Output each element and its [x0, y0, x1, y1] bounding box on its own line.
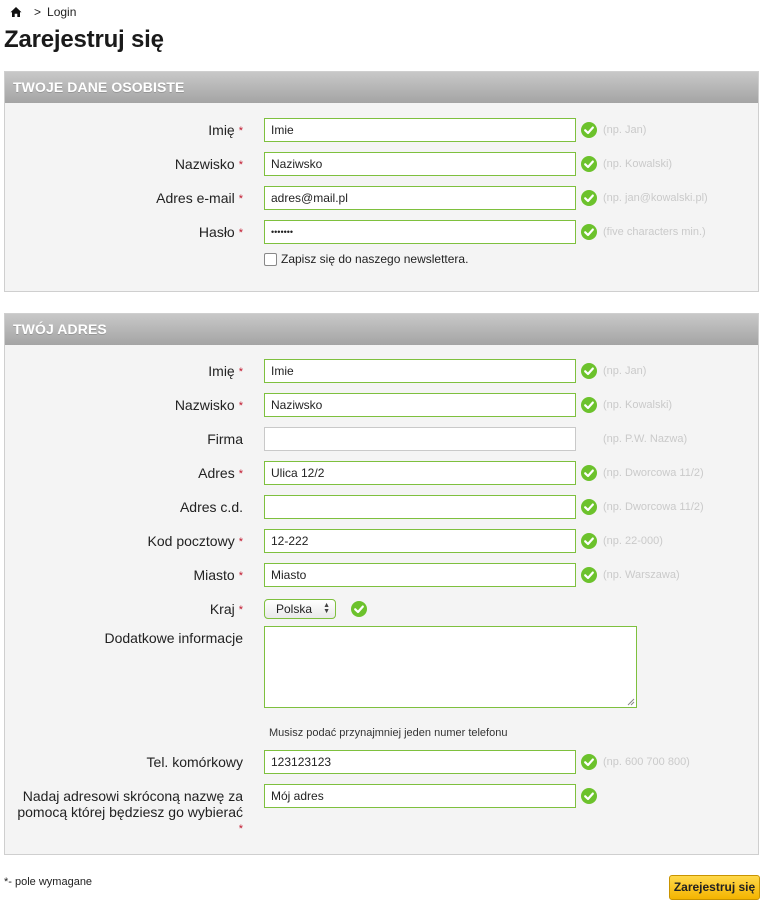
- postcode-label: Kod pocztowy *: [147, 533, 243, 549]
- register-button[interactable]: Zarejestruj się: [669, 875, 760, 900]
- address1-input[interactable]: [264, 461, 576, 485]
- field-address1: [5, 461, 758, 485]
- personal-data-header: TWOJE DANE OSOBISTE: [5, 72, 758, 103]
- first-name-hint: (np. Jan): [603, 124, 647, 136]
- first-name-label: Imię *: [208, 122, 243, 138]
- last-name-hint: (np. Kowalski): [603, 158, 673, 170]
- country-selected-value: Polska: [276, 602, 313, 616]
- field-last-name: [5, 152, 758, 176]
- newsletter-option[interactable]: [264, 252, 468, 266]
- field-city: [5, 563, 758, 587]
- company-hint: (np. P.W. Nazwa): [603, 433, 688, 445]
- required-marker: *: [238, 468, 243, 480]
- address-section: [4, 313, 759, 855]
- email-hint: (np. jan@kowalski.pl): [603, 192, 708, 204]
- required-marker: *: [238, 604, 243, 616]
- country-select[interactable]: [264, 599, 336, 619]
- newsletter-label: Zapisz się do naszego newslettera.: [281, 252, 469, 266]
- address2-label: Adres c.d.: [179, 499, 243, 515]
- password-hint: (five characters min.): [603, 226, 706, 238]
- check-circle-icon: [581, 499, 597, 515]
- company-label: Firma: [207, 431, 243, 447]
- required-marker: *: [238, 193, 243, 205]
- field-alias: [5, 784, 758, 808]
- required-marker: *: [238, 400, 243, 412]
- resize-grip-icon[interactable]: [627, 698, 635, 706]
- check-circle-icon: [581, 122, 597, 138]
- check-circle-icon: [581, 788, 597, 804]
- last-name-label: Nazwisko *: [174, 156, 243, 172]
- password-input[interactable]: •••••••: [264, 220, 576, 244]
- field-email: [5, 186, 758, 210]
- field-postcode: [5, 529, 758, 553]
- mobile-input[interactable]: [264, 750, 576, 774]
- address-first-name-hint: (np. Jan): [603, 365, 647, 377]
- city-hint: (np. Warszawa): [603, 569, 680, 581]
- field-address2: [5, 495, 758, 519]
- required-marker: *: [238, 227, 243, 239]
- postcode-hint: (np. 22-000): [603, 535, 663, 547]
- address-last-name-hint: (np. Kowalski): [603, 399, 673, 411]
- country-label: Kraj *: [209, 601, 243, 617]
- alias-input[interactable]: [264, 784, 576, 808]
- check-circle-icon: [581, 363, 597, 379]
- last-name-input[interactable]: [264, 152, 576, 176]
- phone-requirement-note: Musisz podać przynajmniej jeden numer telefonu: [269, 727, 508, 739]
- address-last-name-input[interactable]: [264, 393, 576, 417]
- field-mobile: [5, 750, 758, 774]
- field-company: [5, 427, 758, 451]
- password-label: Hasło *: [198, 224, 243, 240]
- required-marker: *: [238, 823, 243, 835]
- mobile-label: Tel. komórkowy: [146, 754, 243, 770]
- email-input[interactable]: [264, 186, 576, 210]
- page-title: Zarejestruj się: [4, 26, 164, 53]
- breadcrumb-separator: >: [34, 5, 42, 19]
- city-input[interactable]: [264, 563, 576, 587]
- check-circle-icon: [581, 567, 597, 583]
- breadcrumb-current: Login: [47, 5, 77, 19]
- company-input[interactable]: [264, 427, 576, 451]
- check-circle-icon: [581, 190, 597, 206]
- additional-info-label: Dodatkowe informacje: [104, 630, 243, 646]
- address-header: TWÓJ ADRES: [5, 314, 758, 345]
- field-additional-info: [5, 626, 758, 708]
- field-first-name: [5, 118, 758, 142]
- required-marker: *: [238, 159, 243, 171]
- alias-label: Nadaj adresowi skróconą nazwę za pomocą której będziesz go wybierać *: [17, 788, 243, 835]
- address1-hint: (np. Dworcowa 11/2): [603, 467, 704, 479]
- address-last-name-label: Nazwisko *: [174, 397, 243, 413]
- postcode-input[interactable]: [264, 529, 576, 553]
- check-circle-icon: [351, 601, 367, 617]
- mobile-hint: (np. 600 700 800): [603, 756, 690, 768]
- home-icon[interactable]: [10, 6, 22, 18]
- address-first-name-input[interactable]: [264, 359, 576, 383]
- first-name-input[interactable]: [264, 118, 576, 142]
- check-circle-icon: [581, 533, 597, 549]
- field-country: [5, 597, 758, 621]
- address-first-name-label: Imię *: [208, 363, 243, 379]
- address2-hint: (np. Dworcowa 11/2): [603, 501, 704, 513]
- required-footnote: *- pole wymagane: [4, 876, 93, 888]
- email-label: Adres e-mail *: [156, 190, 243, 206]
- city-label: Miasto *: [193, 567, 243, 583]
- personal-data-section: [4, 71, 759, 292]
- required-marker: *: [238, 366, 243, 378]
- check-circle-icon: [581, 224, 597, 240]
- check-circle-icon: [581, 754, 597, 770]
- newsletter-checkbox[interactable]: [264, 253, 277, 266]
- required-marker: *: [238, 536, 243, 548]
- select-arrows-icon: ▲ ▼: [323, 602, 330, 615]
- check-circle-icon: [581, 397, 597, 413]
- field-password: [5, 220, 758, 244]
- required-marker: *: [238, 125, 243, 137]
- field-address-first-name: [5, 359, 758, 383]
- check-circle-icon: [581, 156, 597, 172]
- required-marker: *: [238, 570, 243, 582]
- additional-info-textarea[interactable]: [264, 626, 637, 708]
- breadcrumb: [10, 4, 76, 20]
- address1-label: Adres *: [198, 465, 243, 481]
- field-address-last-name: [5, 393, 758, 417]
- check-circle-icon: [581, 465, 597, 481]
- address2-input[interactable]: [264, 495, 576, 519]
